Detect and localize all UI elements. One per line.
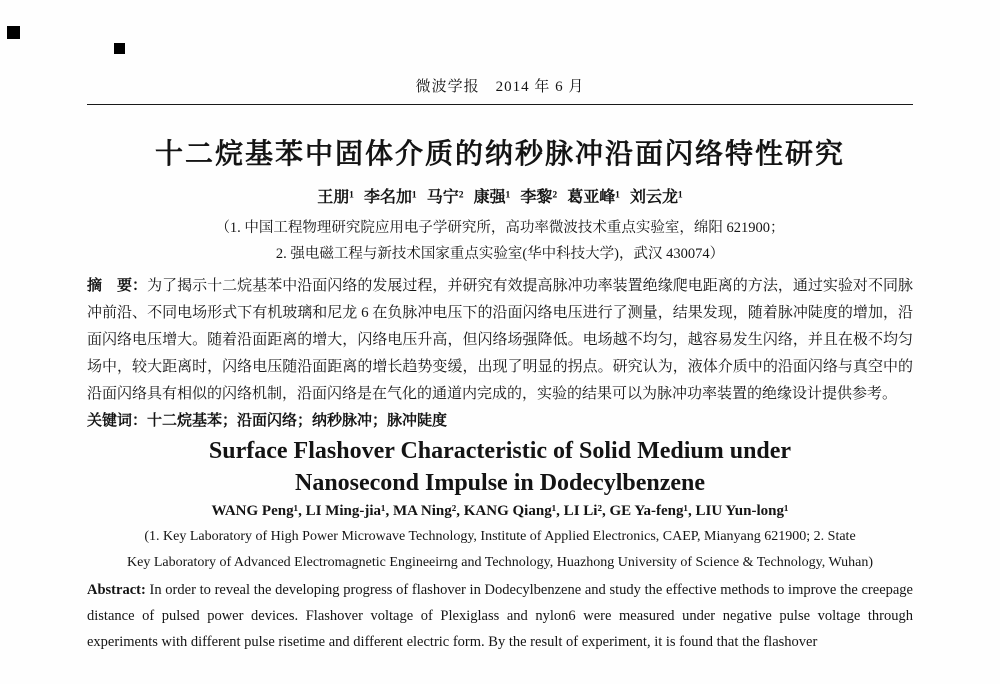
affiliation-chinese-2: 2. 强电磁工程与新技术国家重点实验室(华中科技大学)，武汉 430074） xyxy=(275,246,725,262)
affiliations-english xyxy=(87,524,913,576)
keywords-chinese-text: 十二烷基苯；沿面闪络；纳秒脉冲；脉冲陡度 xyxy=(147,413,448,429)
page-content xyxy=(87,0,913,655)
keywords-chinese xyxy=(87,408,913,434)
abstract-english-label: Abstract: xyxy=(87,582,146,598)
affiliations-chinese xyxy=(87,215,913,267)
abstract-chinese-label: 摘 要： xyxy=(87,278,148,294)
abstract-english xyxy=(87,577,913,655)
header-divider xyxy=(87,104,913,105)
paper-title-chinese: 十二烷基苯中固体介质的纳秒脉冲沿面闪络特性研究 xyxy=(154,139,845,170)
abstract-chinese xyxy=(87,273,913,408)
paper-title-english xyxy=(87,435,913,499)
paper-title-english-line2: Nanosecond Impulse in Dodecylbenzene xyxy=(294,470,706,496)
keywords-chinese-label: 关键词： xyxy=(87,413,148,429)
affiliation-chinese-1: （1. 中国工程物理研究院应用电子学研究所，高功率微波技术重点实验室，绵阳 621900； xyxy=(215,220,785,236)
scan-artifact-mark xyxy=(114,43,125,54)
scan-artifact-mark xyxy=(7,26,20,39)
abstract-chinese-text: 为了揭示十二烷基苯中沿面闪络的发展过程，并研究有效提高脉冲功率装置绝缘爬电距离的方法，通过实验对不同脉冲前沿、不同电场形式下有机玻璃和尼龙 6 在负脉冲电压下的沿面闪络电压进行了测量，结果发现，随着脉冲陡度的增加，沿面闪络电压增大。随着沿面距离的增大，闪络电压升高，但闪络场强降低。电场越不均匀，越容易发生闪络，并且在极不均匀场中，较大距离时，闪络电压随沿面距离的增长趋势变缓，出现了明显的拐点。研究认为，液体介质中的沿面闪络与真空中的沿面闪络具有相似的闪络机制，沿面闪络是在气化的通道内完成的，实验的结果可以为脉冲功率装置的绝缘设计提供参考。 xyxy=(87,278,913,402)
authors-chinese: 王朋¹ 李名加¹ 马宁² 康强¹ 李黎² 葛亚峰¹ 刘云龙¹ xyxy=(317,189,683,206)
paper-title-english-line1: Surface Flashover Characteristic of Solid Medium under xyxy=(208,438,792,464)
affiliation-english-line1: (1. Key Laboratory of High Power Microwave Technology, Institute of Applied Electronics, CAEP, Mianyang 621900; 2. State xyxy=(144,529,856,544)
journal-header: 微波学报 2014 年 6 月 xyxy=(415,79,585,95)
authors-english: WANG Peng¹, LI Ming-jia¹, MA Ning², KANG Qiang¹, LI Li², GE Ya-feng¹, LIU Yun-long¹ xyxy=(211,503,789,519)
abstract-english-text: In order to reveal the developing progress of flashover in Dodecylbenzene and study the effective methods to improve the creepage distance of pulsed power devices. Flashover voltage of Plexiglass and nylon6 were measured under negative pulse voltage through experiments with different pulse risetime and different electric form. By the result of experiment, it is found that the flashover xyxy=(87,582,913,650)
affiliation-english-line2: Key Laboratory of Advanced Electromagnetic Engineeirng and Technology, Huazhong University of Science & Technology, Wuhan) xyxy=(127,555,873,570)
